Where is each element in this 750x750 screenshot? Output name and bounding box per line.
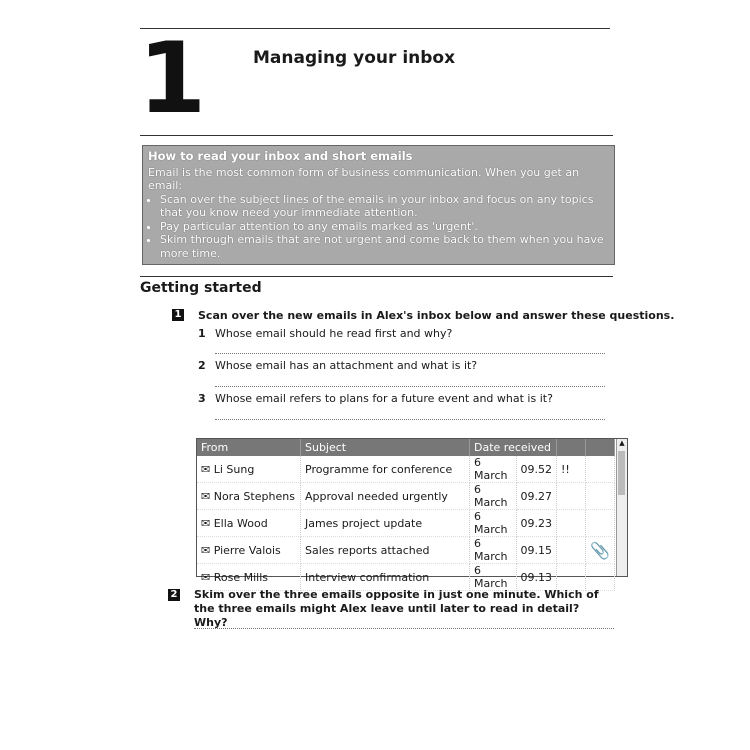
top-rule: [140, 28, 610, 29]
tip-box: [142, 145, 615, 265]
envelope-icon: ✉: [201, 543, 211, 557]
exercise-number: 2: [168, 589, 180, 601]
answer-line[interactable]: [215, 419, 605, 420]
email-subject: Interview confirmation: [301, 564, 470, 591]
priority-flag: !!: [557, 456, 586, 483]
answer-line[interactable]: [215, 353, 605, 354]
unit-number: 1: [138, 22, 207, 136]
answer-line[interactable]: [194, 628, 614, 629]
question: 2 Whose email has an attachment and what is it?: [198, 359, 478, 372]
tip-bullet: • Scan over the subject lines of the emails in your inbox and focus on any topics that you know need your immediate attention.: [160, 193, 609, 220]
email-date: 6 March: [470, 537, 517, 564]
priority-flag: [557, 510, 586, 537]
email-subject: Sales reports attached: [301, 537, 470, 564]
col-attach: [586, 439, 615, 456]
email-subject: Approval needed urgently: [301, 483, 470, 510]
col-flag: [557, 439, 586, 456]
email-from: Nora Stephens: [213, 489, 295, 503]
tip-bullet: • Pay particular attention to any emails marked as 'urgent'.: [160, 220, 609, 234]
email-subject: Programme for conference: [301, 456, 470, 483]
email-time: 09.13: [516, 564, 557, 591]
tip-heading: How to read your inbox and short emails: [148, 149, 413, 163]
scroll-up-icon[interactable]: ▲: [619, 439, 625, 447]
exercise-instruction: Skim over the three emails opposite in just one minute. Which of the three emails might Alex leave until later to read in detail? Why?: [194, 588, 599, 629]
section-heading: Getting started: [140, 280, 262, 296]
priority-flag: [557, 537, 586, 564]
email-subject: James project update: [301, 510, 470, 537]
priority-flag: [557, 483, 586, 510]
tip-intro: Email is the most common form of business communication. When you get an email:: [148, 165, 580, 192]
tip-bullet: • Skim through emails that are not urgent and come back to them when you have more time.: [160, 233, 609, 260]
envelope-icon: ✉: [201, 462, 211, 476]
envelope-icon: ✉: [201, 489, 211, 503]
email-from: Li Sung: [213, 462, 255, 476]
unit-title: Managing your inbox: [253, 48, 456, 68]
email-date: 6 March: [470, 483, 517, 510]
scroll-thumb[interactable]: [618, 451, 625, 495]
envelope-icon: ✉: [201, 516, 211, 530]
email-time: 09.15: [516, 537, 557, 564]
paperclip-icon: 📎: [590, 540, 610, 560]
email-date: 6 March: [470, 564, 517, 591]
answer-line[interactable]: [215, 386, 605, 387]
email-row[interactable]: [197, 483, 615, 510]
envelope-icon: ✉: [201, 570, 211, 584]
email-row[interactable]: [197, 510, 615, 537]
exercise-instruction: Scan over the new emails in Alex's inbox below and answer these questions.: [198, 309, 675, 322]
col-subject: Subject: [301, 439, 470, 456]
email-time: 09.23: [516, 510, 557, 537]
inbox-table: [196, 438, 628, 590]
col-date: Date received: [470, 439, 557, 456]
email-time: 09.52: [516, 456, 557, 483]
col-from: From: [197, 439, 301, 456]
divider: [140, 276, 613, 277]
email-from: Ella Wood: [213, 516, 268, 530]
email-time: 09.27: [516, 483, 557, 510]
email-date: 6 March: [470, 510, 517, 537]
email-row[interactable]: [197, 564, 615, 591]
email-row[interactable]: [197, 456, 615, 483]
question: 3 Whose email refers to plans for a future event and what is it?: [198, 392, 553, 405]
priority-flag: [557, 564, 586, 591]
question: 1 Whose email should he read first and why?: [198, 327, 453, 340]
exercise-number: 1: [172, 309, 184, 321]
email-row[interactable]: [197, 537, 615, 564]
divider: [140, 135, 613, 136]
email-from: Rose Mills: [213, 570, 268, 584]
email-date: 6 March: [470, 456, 517, 483]
scrollbar[interactable]: [616, 439, 627, 576]
email-from: Pierre Valois: [213, 543, 281, 557]
